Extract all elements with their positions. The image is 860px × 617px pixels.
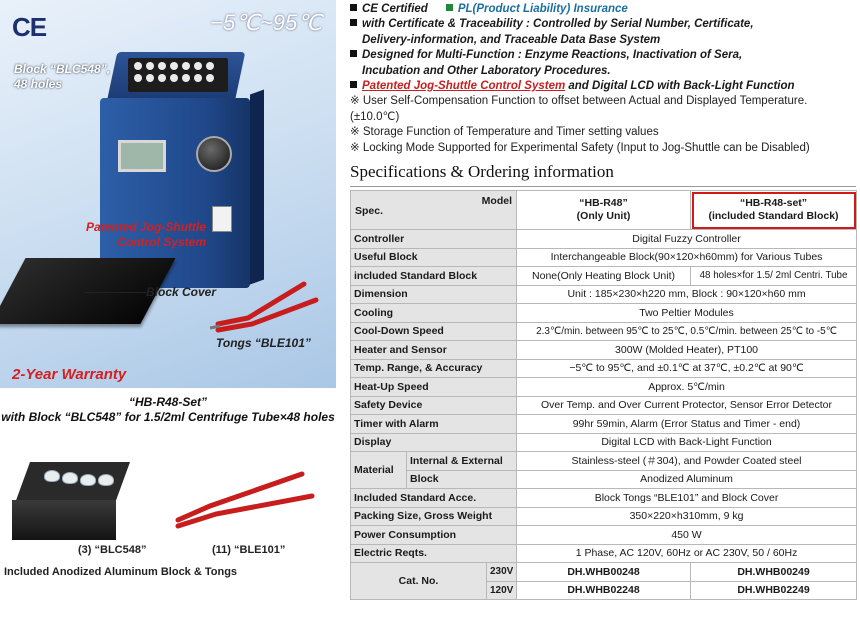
catno-value: DH.WHB02249 xyxy=(691,581,857,600)
block-label: Block “BLC548”, 48 holes xyxy=(14,62,111,91)
table-row: Block Anodized Aluminum xyxy=(351,470,857,489)
feature-list: CE Certified PL(Product Liability) Insurance with Certificate & Traceability : Controlled by Serial Number, Certificate, Delivery-information, and Traceable Data Base System Designed for Multi-Function : Enzyme Reactions, Inactivation of Sera, Incubation and Other Laboratory Procedures. Patented Jog-Shuttle Control System and Digital LCD with Back-Light Function ※ User Self-Compensation Function to offset between Actual and Displayed Temperature. (±10.0℃) ※ Storage Function of Temperature and Timer setting values ※ Locking Mode Supported for Experimental Safety (Input to Jog-Shuttle can be Disabled) xyxy=(350,2,856,156)
table-row: Useful Block Interchangeable Block(90×120×h60mm) for Various Tubes xyxy=(351,248,857,267)
catno-value: DH.WHB02248 xyxy=(517,581,691,600)
set-description-caption: with Block “BLC548” for 1.5/2ml Centrifuge Tube×48 holes xyxy=(1,410,335,424)
block-cover-label: Block Cover xyxy=(146,285,217,299)
note-storage: ※ Storage Function of Temperature and Timer setting values xyxy=(350,126,659,139)
catno-row-230v: Cat. No. 230V DH.WHB00248 DH.WHB00249 xyxy=(351,563,857,582)
table-row: Temp. Range, & Accuracy −5℃ to 95℃, and ±0.1℃ at 37℃, ±0.2℃ at 90℃ xyxy=(351,359,857,378)
aluminum-block-image xyxy=(12,462,124,542)
feature-jog-shuttle: Patented Jog-Shuttle Control System and Digital LCD with Back-Light Function xyxy=(350,79,856,94)
table-row: included Standard Block None(Only Heating Block Unit) 48 holes×for 1.5/ 2ml Centri. Tube xyxy=(351,267,857,286)
table-row: Controller Digital Fuzzy Controller xyxy=(351,230,857,249)
note-locking: ※ Locking Mode Supported for Experimental Safety (Input to Jog-Shuttle can be Disabled) xyxy=(350,141,810,154)
warranty-label: 2-Year Warranty xyxy=(12,366,127,383)
catno-label: Cat. No. xyxy=(351,563,487,600)
table-row: Included Standard Acce. Block Tongs “BLE101” and Block Cover xyxy=(351,489,857,508)
catno-value: DH.WHB00248 xyxy=(517,563,691,582)
temperature-range-label: −5℃~95℃ xyxy=(210,10,322,35)
heating-block-wells xyxy=(128,58,228,92)
table-row: Dimension Unit : 185×230×h220 mm, Block : 90×120×h60 mm xyxy=(351,285,857,304)
feature-traceability: with Certificate & Traceability : Controlled by Serial Number, Certificate, xyxy=(350,17,856,32)
table-row: Heater and Sensor 300W (Molded Heater), PT100 xyxy=(351,341,857,360)
feature-certifications: CE Certified PL(Product Liability) Insurance xyxy=(350,2,856,17)
table-row: Cooling Two Peltier Modules xyxy=(351,304,857,323)
model-hb-r48-set-header: “HB-R48-set” (included Standard Block) xyxy=(691,191,857,230)
table-row: Safety Device Over Temp. and Over Current Protector, Sensor Error Detector xyxy=(351,396,857,415)
lcd-display xyxy=(118,140,166,172)
tongs-caption: (11) “BLE101” xyxy=(212,544,286,556)
catno-row-120v: 120V DH.WHB02248 DH.WHB02249 xyxy=(351,581,857,600)
table-row: Packing Size, Gross Weight 350×220×h310mm, 9 kg xyxy=(351,507,857,526)
logo-sticker xyxy=(212,206,232,232)
table-row: Electric Reqts. 1 Phase, AC 120V, 60Hz or AC 230V, 50 / 60Hz xyxy=(351,544,857,563)
tongs-label: Tongs “BLE101” xyxy=(216,336,311,350)
jog-shuttle-knob xyxy=(196,136,232,172)
table-row: Material Internal & External Stainless-steel (＃304), and Powder Coated steel xyxy=(351,452,857,471)
table-row: Heat-Up Speed Approx. 5℃/min xyxy=(351,378,857,397)
heating-block-device-image xyxy=(96,52,264,292)
ce-mark: CE xyxy=(12,12,47,42)
jog-shuttle-label: Patented Jog-Shuttle Control System xyxy=(86,220,207,249)
table-row: Display Digital LCD with Back-Light Function xyxy=(351,433,857,452)
feature-multifunction: Designed for Multi-Function : Enzyme Reactions, Inactivation of Sera, xyxy=(350,48,856,63)
included-accessories-note: Included Anodized Aluminum Block & Tongs xyxy=(4,566,238,578)
table-row: Timer with Alarm 99hr 59min, Alarm (Error Status and Timer - end) xyxy=(351,415,857,434)
product-photo-panel xyxy=(0,0,336,388)
model-hb-r48-header: “HB-R48” (Only Unit) xyxy=(517,191,691,230)
tongs-small-image xyxy=(170,460,320,540)
table-header-row xyxy=(351,191,857,230)
table-row: Cool-Down Speed 2.3℃/min. between 95℃ to 25℃, 0.5℃/min. between 25℃ to -5℃ xyxy=(351,322,857,341)
block-caption: (3) “BLC548” xyxy=(78,544,147,556)
catno-value: DH.WHB00249 xyxy=(691,563,857,582)
spec-section-title: Specifications & Ordering information xyxy=(350,162,614,181)
spec-model-header: Spec. Model xyxy=(351,191,517,230)
table-row: Power Consumption 450 W xyxy=(351,526,857,545)
specification-table xyxy=(350,190,857,600)
note-compensation: ※ User Self-Compensation Function to offset between Actual and Displayed Temperature. (±10.0℃) xyxy=(350,95,808,123)
set-model-caption: “HB-R48-Set” xyxy=(128,395,207,409)
